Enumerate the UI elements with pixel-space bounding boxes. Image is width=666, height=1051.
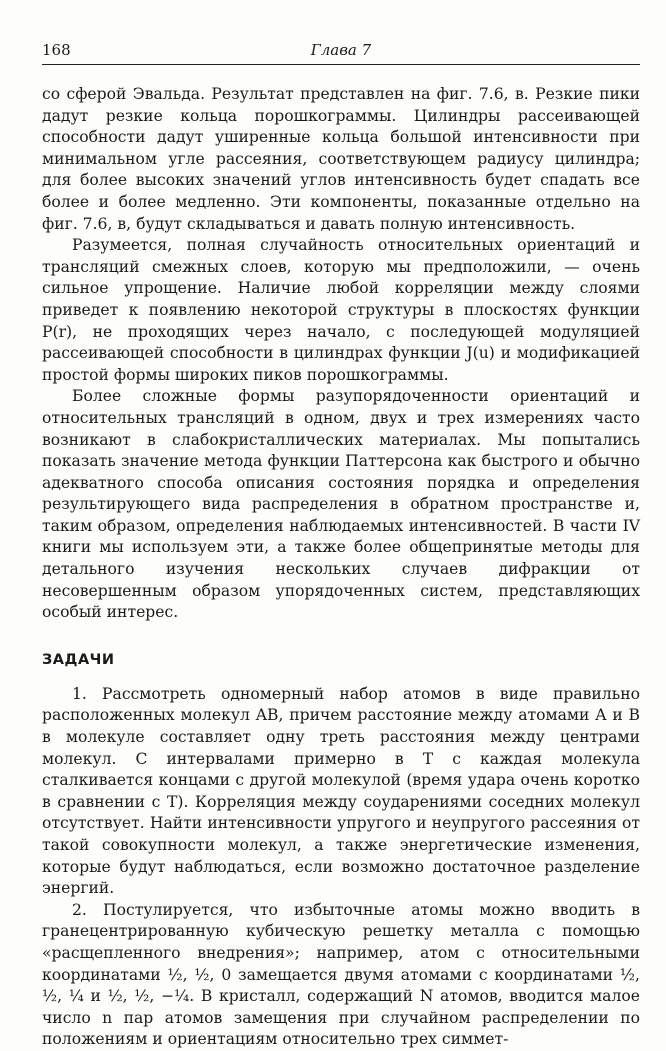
page-number: 168 bbox=[42, 41, 71, 59]
problem-1: 1. Рассмотреть одномерный набор атомов в виде правильно расположенных молекул AB, причем расстояние между атомами A и B в молекуле составляет одну треть расстояния между центрами молекул. С интервалами примерно в T с каждая молекула сталкивается концами с другой молекулой (время удара очень коротко в сравнении с T). Корреляция между соударениями соседних молекул отсутствует. Найти интенсивности упругого и неупругого рассеяния от такой совокупности молекул, а также энергетические изменения, которые будут наблюдаться, если возможно достаточное разделение энергий. bbox=[42, 684, 640, 898]
paragraph: Разумеется, полная случайность относительных ориентаций и трансляций смежных слоев, которую мы предположили, — очень сильное упрощение. Наличие любой корреляции между слоями приведет к появлению некоторой структуры в плоскостях функции P(r), не проходящих через начало, с последующей модуляцией рассеивающей способности в цилиндрах функции J(u) и модификацией простой формы широких пиков порошкограммы. bbox=[42, 236, 640, 384]
section-title: ЗАДАЧИ bbox=[42, 651, 115, 668]
body-text bbox=[42, 84, 640, 1051]
paragraph: Более сложные формы разупорядоченности ориентаций и относительных трансляций в одном, двух и трех измерениях часто возникают в слабокристаллических материалах. Мы попытались показать значение метода функции Паттерсона как быстрого и обычно адекватного способа описания состояния порядка и определения результирующего вида распределения в обратном пространстве и, таким образом, определения наблюдаемых интенсивностей. В части IV книги мы используем эти, а также более общепринятые методы для детального изучения нескольких случаев дифракции от несовершенным образом упорядоченных систем, представляющих особый интерес. bbox=[42, 387, 640, 622]
page-header bbox=[42, 38, 640, 65]
problem-2: 2. Постулируется, что избыточные атомы можно вводить в гранецентрированную кубическую решетку металла с помощью «расщепленного внедрения»; например, атом с относительными координатами ½, ½, 0 замещается двумя атомами с координатами ½, ½, ¼ и ½, ½, −¼. В кристалл, содержащий N атомов, вводится малое число n пар атомов замещения при случайном распределении по положениям и ориентациям относительно трех симмет- bbox=[42, 900, 640, 1049]
paragraph-continuation: со сферой Эвальда. Результат представлен на фиг. 7.6, в. Резкие пики дадут резкие кольца порошкограммы. Цилиндры рассеивающей способности дадут уширенные кольца большой интенсивности при минимальном угле рассеяния, соответствующем радиусу цилиндра; для более высоких значений углов интенсивность будет спадать все более и более медленно. Эти компоненты, показанные отдельно на фиг. 7.6, в, будут складываться и давать полную интенсивность. bbox=[42, 85, 640, 233]
running-head: Глава 7 bbox=[310, 41, 372, 59]
